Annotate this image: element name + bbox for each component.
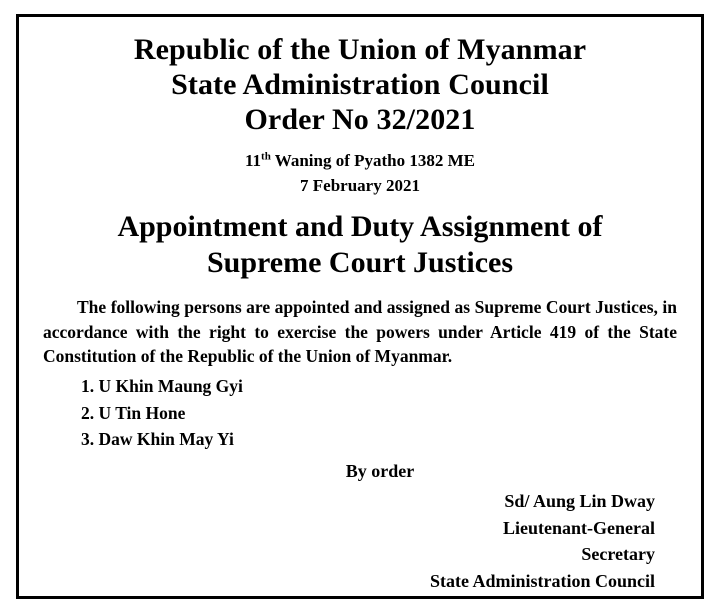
document-body [43,295,677,453]
myanmar-date-ordinal: th [261,150,271,163]
list-item: 3. Daw Khin May Yi [81,429,234,450]
header-line-country: Republic of the Union of Myanmar [133,33,587,66]
header-line-council: State Administration Council [171,67,549,101]
myanmar-date-day: 11 [244,151,262,171]
myanmar-date-rest: Waning of Pyatho 1382 ME [270,151,476,171]
signature-position: Secretary [581,544,655,565]
by-order-label: By order [345,460,415,481]
subject-line-1: Appointment and Duty Assignment of [117,209,603,243]
document-header [43,33,677,137]
header-line-order-number: Order No 32/2021 [244,102,476,136]
appointee-list [43,373,677,453]
list-item: 1. U Khin Maung Gyi [81,376,243,397]
gregorian-date: 7 February 2021 [300,176,420,196]
subject-line-2: Supreme Court Justices [206,245,514,279]
myanmar-date [43,149,677,174]
document-subject [43,209,677,281]
date-block [43,149,677,198]
signature-block [43,488,677,595]
list-item: 2. U Tin Hone [81,402,186,423]
document-border-frame [16,14,704,599]
signature-name: Sd/ Aung Lin Dway [504,490,655,511]
body-paragraph: The following persons are appointed and assigned as Supreme Court Justices, in accordance with the right to exercise the powers under Article 419 of the State Constitution of the Republic of the Union of Myanmar. [43,296,677,367]
signature-organization: State Administration Council [429,570,655,591]
signature-rank: Lieutenant-General [503,517,655,538]
